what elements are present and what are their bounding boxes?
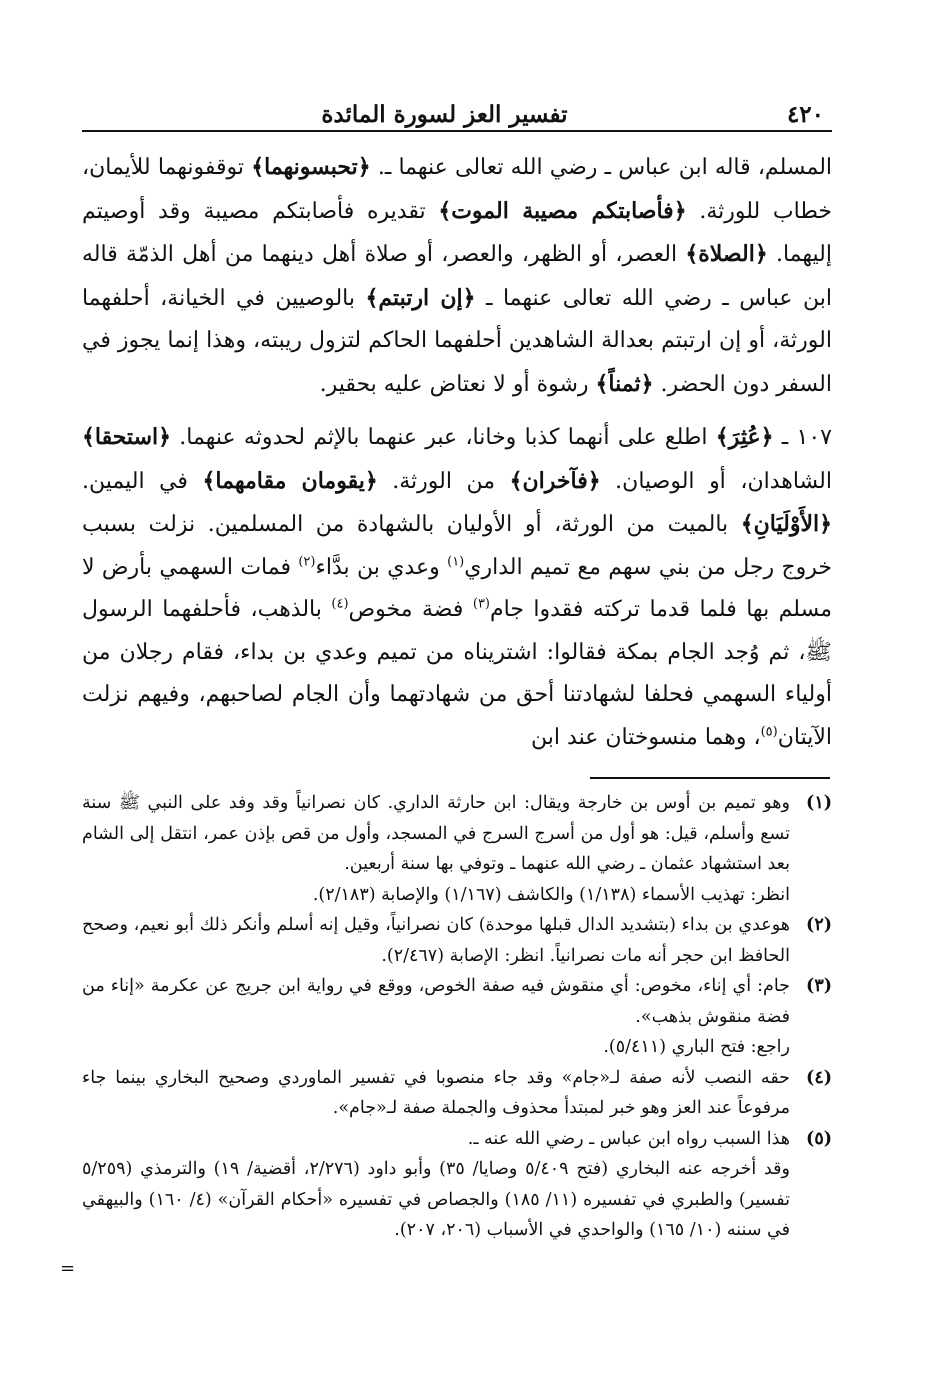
quran-quote: ﴿فأصابتكم مصيبة الموت﴾ (438, 197, 687, 224)
text-run: توقفونهما للأيمان، خطاب للورثة. (82, 155, 832, 224)
footnote-2 (82, 910, 832, 971)
main-text (82, 146, 832, 759)
footnote-1 (82, 788, 832, 910)
footnote-line: هذا السبب رواه ابن عباس ـ رضي الله عنه ـ. (467, 1128, 790, 1149)
quran-quote: ﴿ثمناً﴾ (595, 370, 654, 397)
footnote-number: (٣) (806, 976, 832, 996)
text-run: بالوصيين في الخيانة، أحلفهما الورثة، أو إن ارتبتم بعدالة الشاهدين أحلفهما الحاكم لتزول ريبته، وهذا إنما يجوز في السفر دون الحضر. (82, 285, 832, 397)
text-run: وعدي بن بدَّاء (315, 554, 440, 580)
footnote-line: وهو تميم بن أوس بن خارجة ويقال: ابن حارثة الداري. كان نصرانياً وقد وفد على النبي ﷺ سنة تسع وأسلم، قيل: هو أول من أسرج السرج في المسجد، وأول من قص بإذن عمر، انتقل إلى الشام بعد استشهاد عثمان ـ رضي الله عنهما ـ وتوفي بها سنة أربعين. (82, 793, 790, 874)
page-number: ٤٢٠ (786, 101, 824, 128)
text-run: بالذهب، فأحلفهما الرسول ﷺ، ثم وُجد الجام بمكة فقالوا: اشتريناه من تميم وعدي بن بداء، فقام رجلان من أولياء السهمي فحلفا لشهادتنا أحق من شهادتهما وأن الجام لصاحبهم، وفيهم نزلت الآيتان (82, 597, 832, 750)
paragraph-2 (82, 416, 832, 759)
footnote-line: هوعدي بن بداء (بتشديد الدال قبلها موحدة) كان نصرانياً، وقيل إنه أسلم وأنكر ذلك أبو نعيم، وصحح الحافظ ابن حجر أنه مات نصرانياً. انظر: الإصابة (٢/٤٦٧). (82, 915, 790, 966)
footnote-line: وقد أخرجه عنه البخاري (فتح ٥/٤٠٩ وصايا/ ٣٥) وأبو داود (٢/٢٧٦، أقضية/ ١٩) والترمذي (٥/٢٥٩ تفسير) والطبري في تفسيره (١١/ ١٨٥) والجصاص في تفسيره «أحكام القرآن» (٤/ ١٦٠) والبيهقي في سننه (١٠/ ١٦٥) والواحدي في الأسباب (٢٠٦، ٢٠٧). (82, 1159, 790, 1240)
verse-number: ١٠٧ ـ (781, 425, 832, 450)
quran-quote: ﴿إن ارتبتم﴾ (365, 284, 476, 311)
text-run: بالميت من الورثة، أو الأوليان بالشهادة من المسلمين. نزلت بسبب خروج رجل من بني سهم مع تميم الداري (82, 512, 833, 580)
text-run: في اليمين. (82, 468, 188, 494)
footnote-line: انظر: تهذيب الأسماء (١/١٣٨) والكاشف (١/١٦٧) والإصابة (٢/١٨٣). (312, 884, 790, 905)
footnote-line: حقه النصب لأنه صفة لـ«جام» وقد جاء منصوبا في تفسير الماوردي وصحيح البخاري بينما جاء مرفوعاً عند العز وهو خبر لمبتدأ محذوف والجملة صفة لـ«جام». (82, 1067, 790, 1118)
quran-quote: ﴿تحبسونهما﴾ (251, 154, 371, 180)
text-run: ، وهما منسوختان عند ابن (531, 724, 761, 750)
paragraph-1 (82, 146, 832, 406)
text-run: فمات السهمي بأرض لا مسلم بها فلما قدما تركته فقدوا جام (82, 554, 833, 622)
text-run: العصر، أو الظهر، والعصر، أو صلاة أهل دينهما من أهل الذمّة قاله ابن عباس ـ رضي الله تعالى عنهما ـ (82, 242, 832, 311)
footnote-4 (82, 1063, 832, 1124)
text-run: فضة مخوص (348, 597, 464, 622)
footnote-number: (٤) (806, 1067, 832, 1088)
running-title: تفسير العز لسورة المائدة (321, 101, 568, 128)
footnote-line: راجع: فتح الباري (٥/٤١١). (603, 1037, 790, 1057)
footnote-5 (82, 1124, 832, 1246)
text-run: الشاهدان، أو الوصيان. (615, 468, 833, 494)
quran-quote: ﴿الأَوْلَيَانِ﴾ (740, 511, 832, 537)
footnote-ref[interactable]: (١) (447, 554, 465, 570)
text-run: من الورثة. (392, 468, 496, 494)
quran-quote: ﴿فآخران﴾ (509, 467, 601, 494)
text-run: رشوة أو لا نعتاض عليه بحقير. (319, 371, 589, 397)
footnote-3 (82, 971, 832, 1063)
footnote-number: (٥) (806, 1128, 832, 1149)
footnotes (82, 788, 832, 1246)
quran-quote: ﴿عُثِرَ﴾ (715, 424, 774, 450)
footnote-number: (٢) (806, 915, 832, 935)
footnote-ref[interactable]: (٣) (472, 596, 490, 612)
quran-quote: ﴿يقومان مقامهما﴾ (202, 467, 378, 494)
text-run: تقديره فأصابتكم مصيبة وقد أوصيتم إليهما. (82, 198, 832, 267)
text-run: اطلع على أنهما كذبا وخانا، عبر عنهما بالإثم لحدوثه عنهما. (179, 425, 708, 450)
text-run: المسلم، قاله ابن عباس ـ رضي الله تعالى عنهما ـ. (377, 155, 833, 180)
footnote-number: (١) (806, 793, 832, 813)
quran-quote: ﴿الصلاة﴾ (685, 241, 768, 267)
footnote-rule (590, 777, 830, 779)
continuation-mark: = (60, 1258, 76, 1279)
footnote-ref[interactable]: (٥) (760, 724, 778, 740)
footnote-line: جام: أي إناء، مخوص: أي منقوش فيه صفة الخوص، ووقع في رواية ابن جريج عن عكرمة «إناء من فضة منقوش بذهب». (82, 976, 790, 1027)
page-header (82, 88, 832, 128)
footnote-ref[interactable]: (٤) (331, 596, 349, 612)
header-rule (82, 130, 832, 132)
quran-quote: ﴿استحقا﴾ (82, 424, 171, 450)
footnote-ref[interactable]: (٢) (298, 554, 316, 570)
